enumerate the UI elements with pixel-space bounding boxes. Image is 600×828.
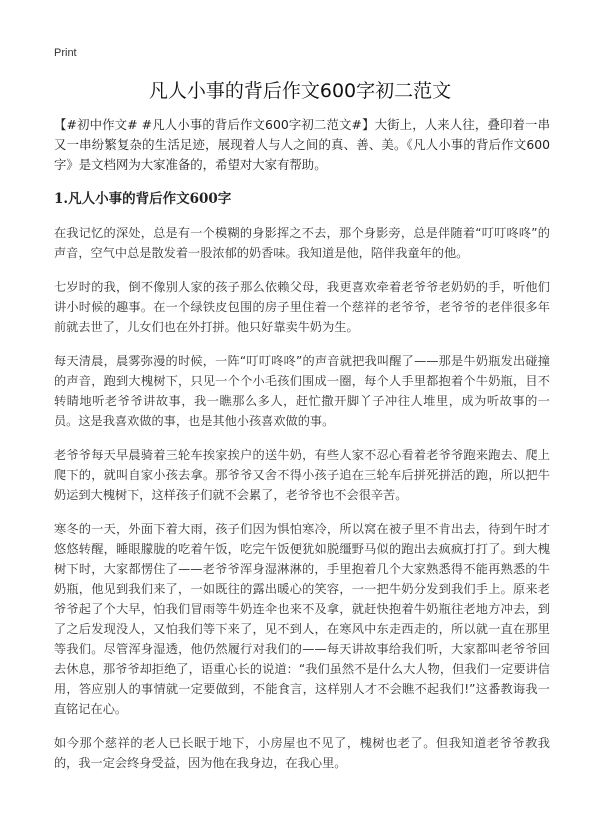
article-body <box>54 115 550 787</box>
intro-paragraph: 【#初中作文# #凡人小事的背后作文600字初二范文#】大街上，人来人往，叠印着一串又一串纷繁复杂的生活足迹，展现着人与人之间的真、善、美。《凡人小事的背后作文600字》是文档网为大家准备的，希望对大家有帮助。 <box>54 117 550 172</box>
paragraph-6: 如今那个慈祥的老人已长眠于地下，小房屋也不见了，槐树也老了。但我知道老爷爷教我的，我一定会终身受益，因为他在我身边，在我心里。 <box>54 736 550 770</box>
paragraph-1: 在我记忆的深处，总是有一个模糊的身影挥之不去，那个身影旁，总是伴随着“叮叮咚咚”的声音，空气中总是散发着一股浓郁的奶香味。我知道是他，陪伴我童年的他。 <box>54 226 550 260</box>
print-label: Print <box>54 47 77 59</box>
paragraph-2: 七岁时的我，倒不像别人家的孩子那么依赖父母，我更喜欢牵着老爷爷老奶奶的手，听他们讲小时候的趣事。在一个绿铁皮包围的房子里住着一个慈祥的老爷爷，老爷爷的老伴很多年前就去世了，儿女们也在外打拼。他只好靠卖牛奶为生。 <box>54 280 550 334</box>
paragraph-5: 寒冬的一天，外面下着大雨，孩子们因为惧怕寒冷，所以窝在被子里不肯出去，待到午时才悠悠转醒，睡眼朦胧的吃着午饭，吃完午饭便犹如脱缰野马似的跑出去疯疯打打了。到大槐树下时，大家都愣住了——老爷爷浑身湿淋淋的，手里抱着几个大家熟悉得不能再熟悉的牛奶瓶，他见到我们来了，一如既往的露出暖心的笑容，一一把牛奶分发到我们手上。原来老爷爷起了个大早，怕我们冒雨等牛奶连伞也来不及拿，就赶快抱着牛奶瓶往老地方冲去，到了之后发现没人，又怕我们等下来了，见不到人，在寒风中东走西走的，所以就一直在那里等我们。尽管浑身湿透，他仍然履行对我们的——每天讲故事给我们听，大家都叫老爷爷回去休息，那爷爷却拒绝了，语重心长的说道：“我们虽然不是什么大人物，但我们一定要讲信用，答应别人的事情就一定要做到，不能食言，这样别人才不会瞧不起我们!”这番教诲我一直铭记在心。 <box>54 522 550 716</box>
paragraph-3: 每天清晨，晨雾弥漫的时候，一阵“叮叮咚咚”的声音就把我叫醒了——那是牛奶瓶发出碰撞的声音，跑到大槐树下，只见一个个小毛孩们围成一圈，每个人手里都抱着个牛奶瓶，目不转睛地听老爷爷讲故事，我一瞧那么多人，赶忙撒开脚丫子冲往人堆里，成为听故事的一员。这是我喜欢做的事，也是其他小孩喜欢做的事。 <box>54 354 550 428</box>
page-title: 凡人小事的背后作文600字初二范文 <box>148 80 452 102</box>
paragraph-4: 老爷爷每天早晨骑着三轮车挨家挨户的送牛奶，有些人家不忍心看着老爷爷跑来跑去、爬上爬下的，就叫自家小孩去拿。那爷爷又舍不得小孩子追在三轮车后拼死拼活的跑，所以把牛奶运到大槐树下，这样孩子们就不会累了，老爷爷也不会很辛苦。 <box>54 448 550 502</box>
section-heading: 1.凡人小事的背后作文600字 <box>54 191 232 207</box>
